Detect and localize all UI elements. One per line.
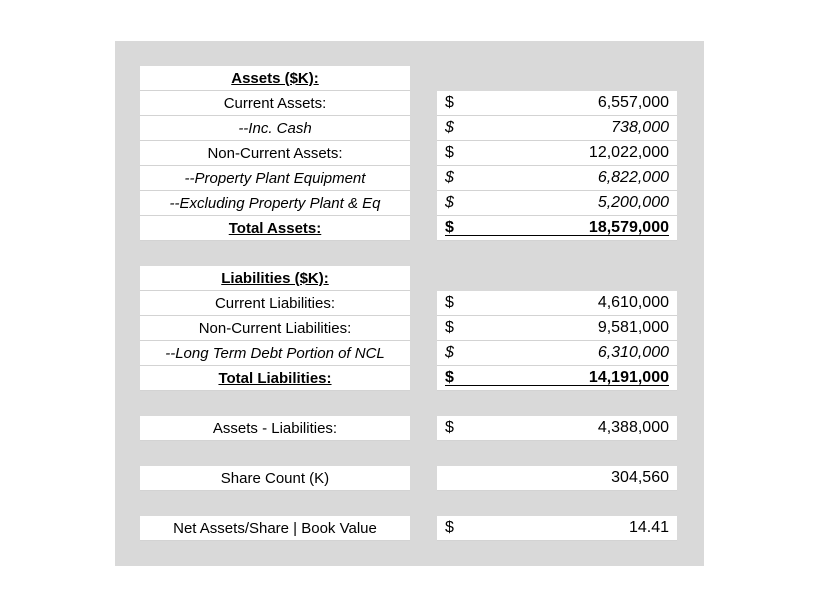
asset-row-value-cell xyxy=(437,116,677,141)
asset-row-label: --Inc. Cash xyxy=(140,116,410,141)
liability-row-label: --Long Term Debt Portion of NCL xyxy=(140,341,410,366)
share-count-value-cell xyxy=(437,466,677,491)
asset-row-value-cell xyxy=(437,91,677,116)
asset-value: 5,200,000 xyxy=(597,194,669,211)
dollar-sign: $ xyxy=(445,369,454,386)
total-assets-label: Total Assets: xyxy=(140,216,410,241)
dollar-sign: $ xyxy=(445,319,454,336)
asset-row-value-cell xyxy=(437,166,677,191)
book-value-label: Net Assets/Share | Book Value xyxy=(140,516,410,541)
net-assets-label: Assets - Liabilities: xyxy=(140,416,410,441)
asset-row-label: Current Assets: xyxy=(140,91,410,116)
asset-value: 738,000 xyxy=(611,119,669,136)
liability-row-value-cell xyxy=(437,341,677,366)
dollar-sign: $ xyxy=(445,194,454,211)
asset-row-value-cell xyxy=(437,191,677,216)
total-assets-value: 18,579,000 xyxy=(588,219,669,236)
dollar-sign: $ xyxy=(445,144,454,161)
share-count-label: Share Count (K) xyxy=(140,466,410,491)
net-assets-value: 4,388,000 xyxy=(597,419,669,436)
total-liabilities-value: 14,191,000 xyxy=(588,369,669,386)
dollar-sign: $ xyxy=(445,419,454,436)
dollar-sign: $ xyxy=(445,344,454,361)
dollar-sign: $ xyxy=(445,519,454,536)
liability-row-label: Current Liabilities: xyxy=(140,291,410,316)
asset-value: 6,822,000 xyxy=(597,169,669,186)
dollar-sign: $ xyxy=(445,119,454,136)
book-value-value-cell xyxy=(437,516,677,541)
liability-value: 6,310,000 xyxy=(597,344,669,361)
dollar-sign: $ xyxy=(445,94,454,111)
asset-row-value-cell xyxy=(437,141,677,166)
dollar-sign: $ xyxy=(445,219,454,236)
asset-value: 12,022,000 xyxy=(588,144,669,161)
asset-row-label: --Excluding Property Plant & Eq xyxy=(140,191,410,216)
total-liabilities-label: Total Liabilities: xyxy=(140,366,410,391)
book-value-value: 14.41 xyxy=(628,519,669,536)
dollar-sign: $ xyxy=(445,169,454,186)
asset-value: 6,557,000 xyxy=(597,94,669,111)
liabilities-header: Liabilities ($K): xyxy=(140,266,410,291)
liability-row-label: Non-Current Liabilities: xyxy=(140,316,410,341)
liability-value: 4,610,000 xyxy=(597,294,669,311)
asset-row-label: Non-Current Assets: xyxy=(140,141,410,166)
total-assets-value-cell xyxy=(437,216,677,241)
assets-header: Assets ($K): xyxy=(140,66,410,91)
liability-row-value-cell xyxy=(437,316,677,341)
total-liabilities-value-cell xyxy=(437,366,677,391)
asset-row-label: --Property Plant Equipment xyxy=(140,166,410,191)
dollar-sign: $ xyxy=(445,294,454,311)
liability-row-value-cell xyxy=(437,291,677,316)
net-assets-value-cell xyxy=(437,416,677,441)
liability-value: 9,581,000 xyxy=(597,319,669,336)
share-count-value: 304,560 xyxy=(611,469,669,486)
